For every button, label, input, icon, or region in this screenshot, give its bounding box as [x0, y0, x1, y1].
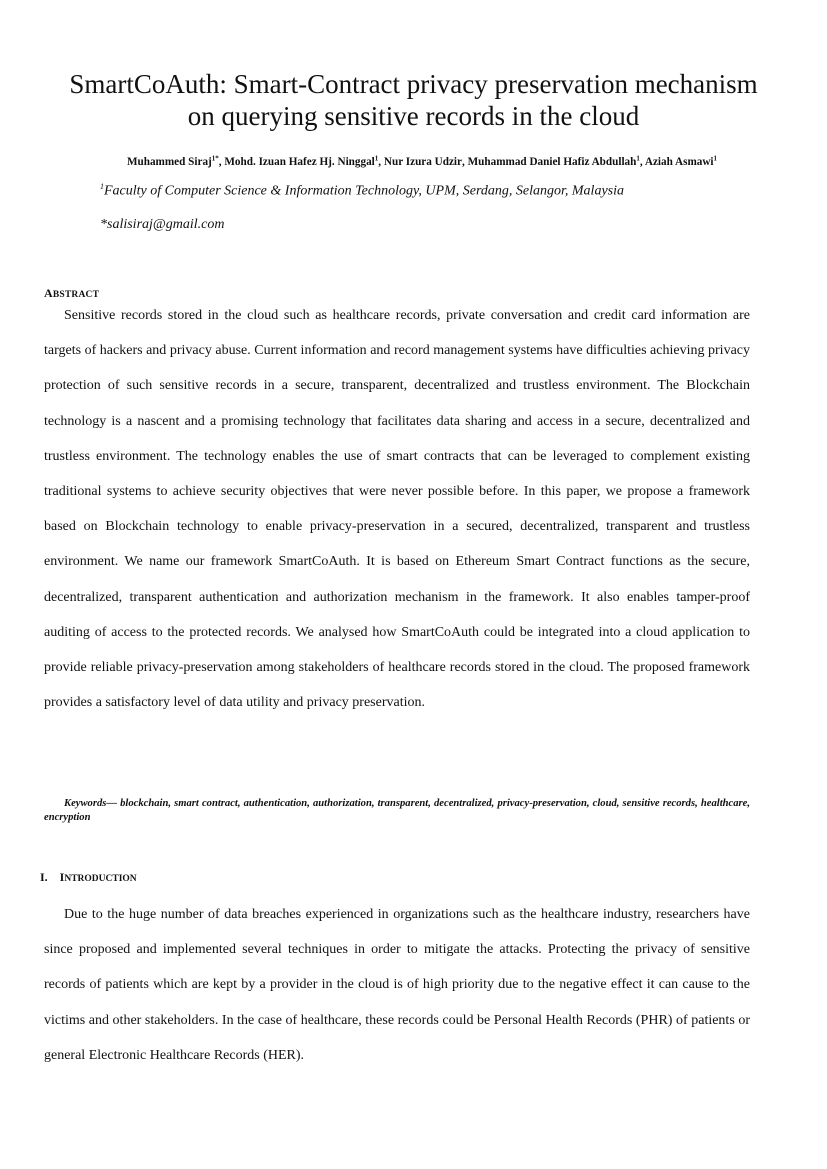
author-affiliation-mark: 1	[713, 154, 718, 162]
affiliation-mark: 1	[100, 182, 104, 191]
author-2: Mohd. Izuan Hafez Hj. Ninggal$^1$,	[224, 154, 384, 168]
author-name: Mohd. Izuan Hafez Hj. Ninggal	[224, 155, 375, 168]
author-5	[645, 156, 717, 168]
paper-title: SmartCoAuth: Smart-Contract privacy preservation mechanism on querying sensitive records in the cloud	[69, 69, 758, 131]
author-affiliation-mark: 1	[374, 154, 379, 162]
affiliation	[100, 182, 624, 200]
keywords: Keywords— blockchain, smart contract, authentication, authorization, transparent, decentralized, privacy-preservation, cloud, sensitive records, healthcare, encryption	[44, 798, 750, 823]
abstract-text: Sensitive records stored in the cloud such as healthcare records, private conversation and credit card information are targets of hackers and privacy abuse. Current information and record management systems have difficulties achieving privacy protection of such sensitive records in a secure, transparent, decentralized and trustless environment. The Blockchain technology is a nascent and a promising technology that facilitates data sharing and access in a secure, decentralized and trustless environment. The technology enables the use of smart contracts that can be leveraged to complement existing traditional systems to achieve security objectives that were never possible before. In this paper, we propose a framework based on Blockchain technology to enable privacy-preservation in a secured, decentralized, transparent and trustless environment. We name our framework SmartCoAuth. It is based on Ethereum Smart Contract functions as the secure, decentralized, transparent authentication and authorization mechanism in the framework. It also enables tamper-proof auditing of access to the protected records. We analysed how SmartCoAuth could be integrated into a cloud application to provide reliable privacy-preservation among stakeholders of healthcare records stored in the cloud. The proposed framework provides a satisfactory level of data utility and privacy preservation.	[44, 308, 750, 711]
author-3: Nur Izura Udzir,	[383, 155, 468, 168]
introduction-heading: I. INTRODUCTION	[40, 870, 137, 884]
abstract-heading: ABSTRACT	[44, 286, 100, 300]
author-name: Aziah Asmawi	[644, 155, 714, 168]
section-number: I.	[40, 870, 48, 884]
author-name: Nur Izura Udzir	[383, 155, 462, 168]
affiliation-text: Faculty of Computer Science & Information Technology, UPM, Serdang, Selangor, Malaysia	[104, 183, 625, 199]
author-4: Muhammad Daniel Hafiz Abdullah$^1$,	[467, 154, 645, 168]
author-affiliation-mark: 1*	[211, 154, 219, 162]
author-1: Muhammed Siraj$^{1*}$,	[126, 154, 225, 168]
introduction-text: Due to the huge number of data breaches experienced in organizations such as the healthcare industry, researchers have since proposed and implemented several techniques in order to mitigate the attacks. Protecting the privacy of sensitive records of patients which are kept by a provider in the cloud is of high priority due to the negative effect it can cause to the victims and other stakeholders. In the case of healthcare, these records could be Personal Health Records (PHR) of patients or general Electronic Healthcare Records (HER).	[44, 907, 750, 1063]
author-name: Muhammed Siraj	[126, 155, 212, 168]
contact-email: *salisiraj@gmail.com	[100, 217, 225, 232]
author-list	[98, 152, 746, 169]
author-affiliation-mark: 1	[636, 154, 640, 162]
author-name: Muhammad Daniel Hafiz Abdullah	[467, 155, 637, 168]
